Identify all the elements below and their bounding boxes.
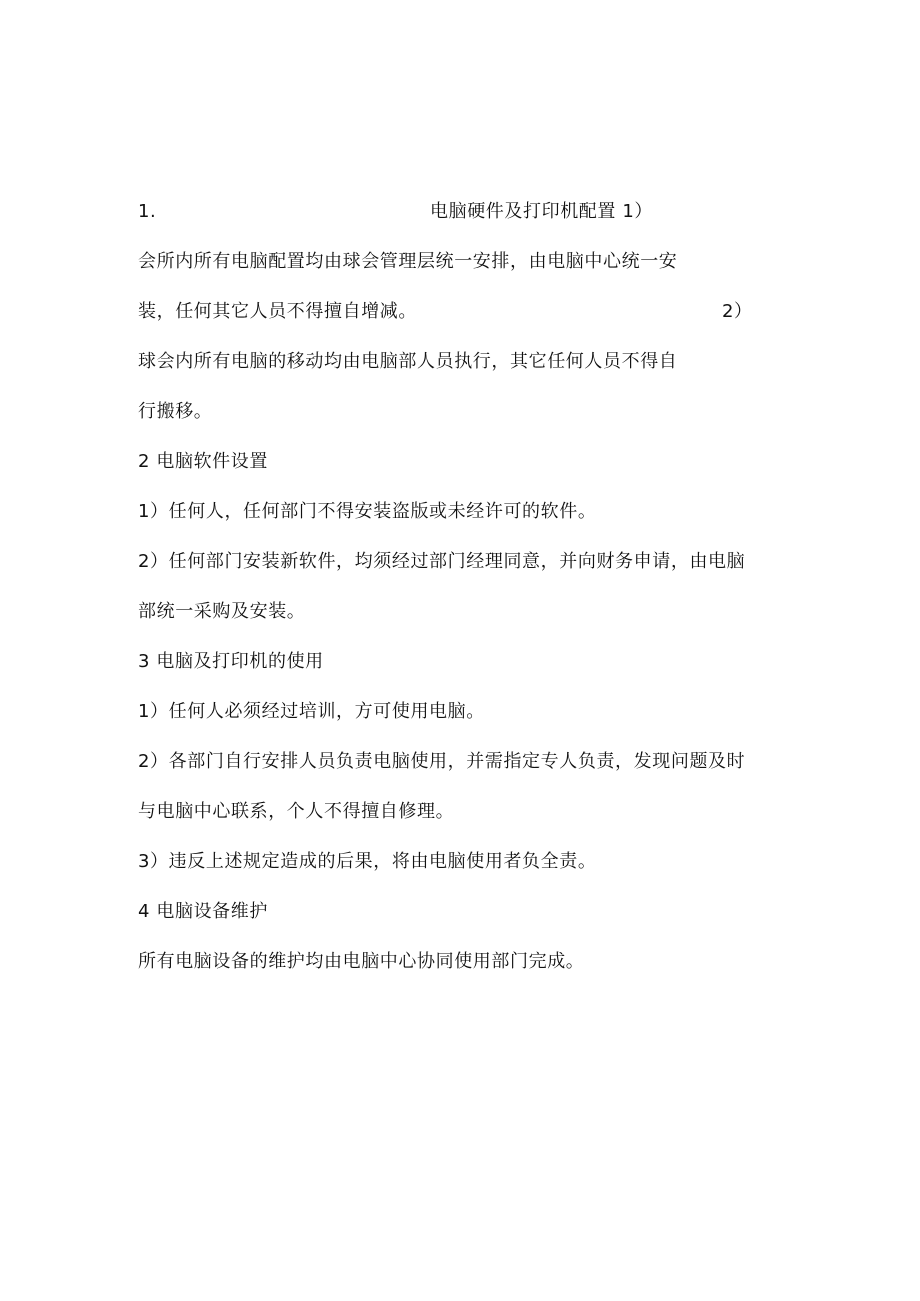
section-3-item-2-line-2: 与电脑中心联系，个人不得擅自修理。 <box>138 801 455 822</box>
section-2-item-2-line-1: 2）任何部门安装新软件，均须经过部门经理同意，并向财务申请，由电脑 <box>138 551 746 572</box>
section-2-heading: 2 电脑软件设置 <box>138 451 268 472</box>
section-4-body: 所有电脑设备的维护均由电脑中心协同使用部门完成。 <box>138 951 585 972</box>
section-3-item-2-line-1: 2）各部门自行安排人员负责电脑使用，并需指定专人负责，发现问题及时 <box>138 751 746 772</box>
section-3-item-3: 3）违反上述规定造成的后果，将由电脑使用者负全责。 <box>138 851 597 872</box>
section-1-item-1-line-1: 会所内所有电脑配置均由球会管理层统一安排，由电脑中心统一安 <box>138 251 678 272</box>
section-1-item-2-line-1: 球会内所有电脑的移动均由电脑部人员执行，其它任何人员不得自 <box>138 351 678 372</box>
section-2-item-1: 1）任何人，任何部门不得安装盗版或未经许可的软件。 <box>138 501 597 522</box>
section-1-number: 1. <box>138 201 157 222</box>
section-1-title: 电脑硬件及打印机配置 1） <box>430 201 653 222</box>
section-3-heading: 3 电脑及打印机的使用 <box>138 651 324 672</box>
section-1-item-1-line-2: 装，任何其它人员不得擅自增减。 <box>138 301 417 322</box>
section-1-item-2-marker: 2） <box>722 301 753 322</box>
section-1-item-2-line-2: 行搬移。 <box>138 401 213 422</box>
section-2-item-2-line-2: 部统一采购及安装。 <box>138 601 306 622</box>
section-4-heading: 4 电脑设备维护 <box>138 901 268 922</box>
section-3-item-1: 1）任何人必须经过培训，方可使用电脑。 <box>138 701 485 722</box>
